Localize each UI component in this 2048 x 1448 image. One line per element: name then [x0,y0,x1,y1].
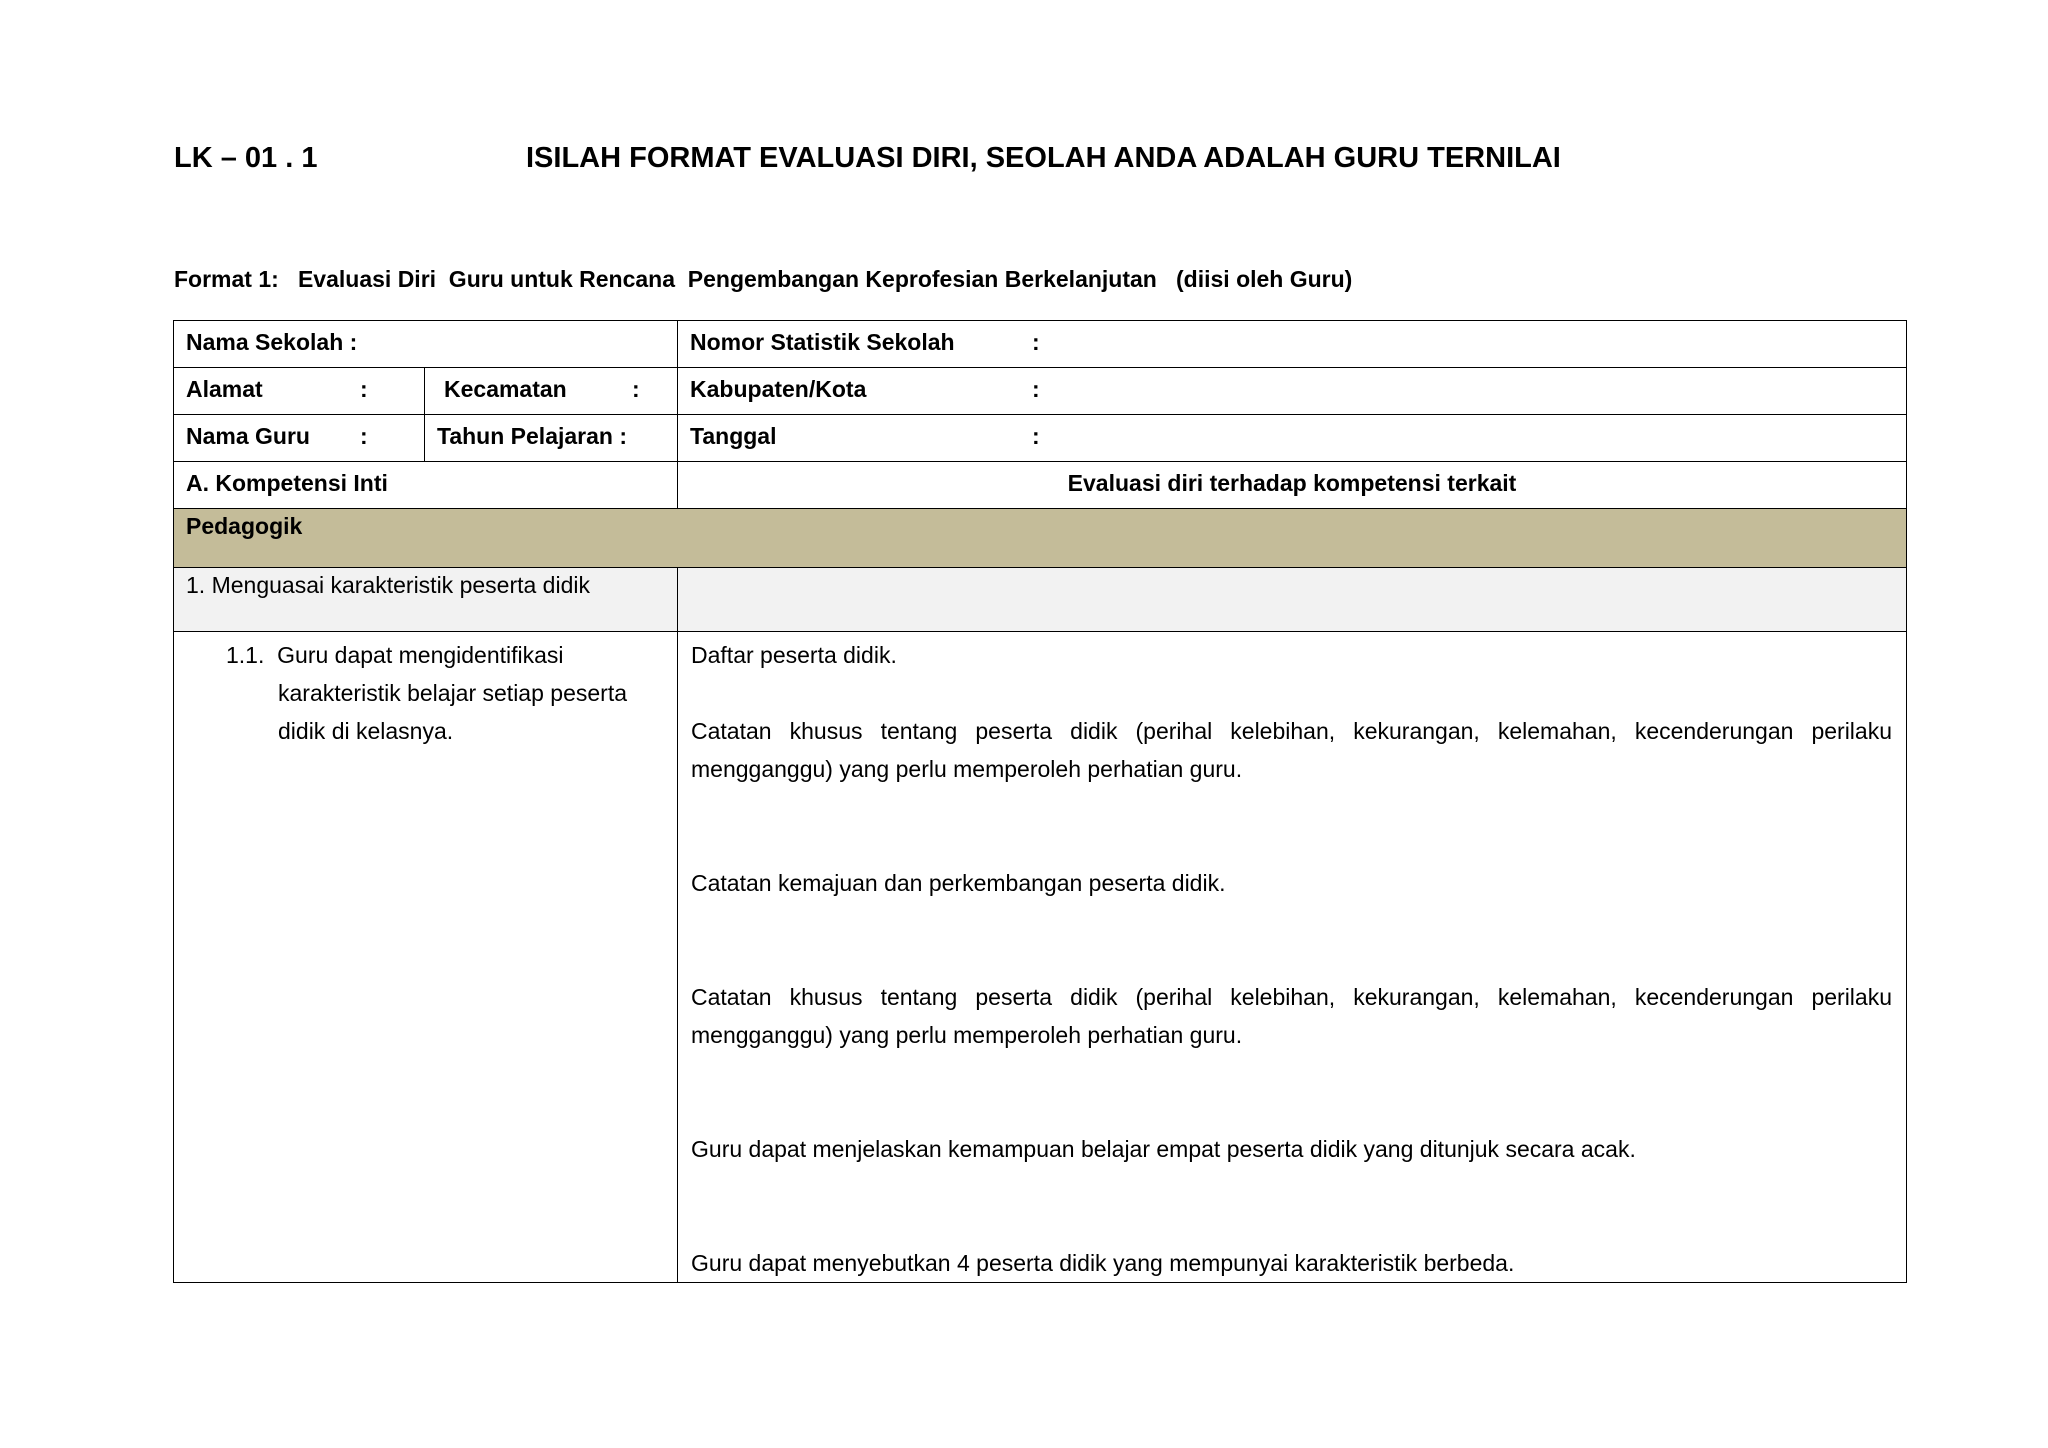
tanggal-label: Tanggal [690,423,777,449]
evaluation-item: Daftar peserta didik. [691,642,897,668]
kabupaten-label: Kabupaten/Kota [690,376,867,402]
pedagogik-cell [174,509,1907,568]
tahun-pelajaran-label: Tahun Pelajaran : [437,423,628,449]
indicator-line-2: karakteristik belajar setiap peserta [278,680,627,706]
evaluasi-header-label: Evaluasi diri terhadap kompetensi terkait [1067,470,1517,496]
indicator-text-1: Guru dapat mengidentifikasi [277,642,564,668]
document-code: LK – 01 . 1 [174,142,318,174]
identity-row-1 [174,321,1907,368]
indicator-line-1 [226,636,665,674]
evaluation-table [173,320,1907,1283]
nama-sekolah-label: Nama Sekolah : [186,329,358,355]
section-header-row [174,462,1907,509]
kabupaten-cell[interactable] [678,368,1907,415]
identity-row-3 [174,415,1907,462]
tanggal-colon: : [1032,423,1040,449]
evaluation-list-cell[interactable] [678,632,1907,1283]
kompetensi-inti-header [174,462,678,509]
indicator-number: 1.1. [226,642,265,668]
evaluation-item: Catatan kemajuan dan perkembangan peserta didik. [691,870,1226,896]
kabupaten-colon: : [1032,376,1040,402]
indicator-line-3: didik di kelasnya. [278,718,454,744]
kompetensi-1-label: 1. Menguasai karakteristik peserta didik [186,572,590,598]
format-description: Format 1: Evaluasi Diri Guru untuk Rencana Pengembangan Keprofesian Berkelanjutan (diisi oleh Guru) [174,266,1353,292]
kompetensi-1-eval-cell[interactable] [678,568,1907,632]
nama-guru-label: Nama Guru [186,423,310,449]
alamat-label: Alamat [186,376,263,402]
document-title: ISILAH FORMAT EVALUASI DIRI, SEOLAH ANDA ADALAH GURU TERNILAI [526,142,1561,174]
alamat-cell[interactable] [174,368,425,415]
indicator-row [174,632,1907,1283]
pedagogik-label: Pedagogik [186,513,303,539]
evaluation-item: Catatan khusus tentang peserta didik (perihal kelebihan, kekurangan, kelemahan, kecenderungan perilaku mengganggu) yang perlu memperoleh perhatian guru. [691,984,1893,1048]
kecamatan-cell[interactable] [425,368,678,415]
pedagogik-row [174,509,1907,568]
alamat-colon: : [360,376,368,402]
kompetensi-1-row [174,568,1907,632]
kompetensi-1-cell [174,568,678,632]
nomor-statistik-label: Nomor Statistik Sekolah [690,329,955,355]
tanggal-cell[interactable] [678,415,1907,462]
evaluation-item: Catatan khusus tentang peserta didik (perihal kelebihan, kekurangan, kelemahan, kecenderungan perilaku mengganggu) yang perlu memperoleh perhatian guru. [691,718,1893,782]
evaluasi-header [678,462,1907,509]
kecamatan-label: Kecamatan [444,376,567,402]
indicator-cell [174,632,678,1283]
evaluation-item: Guru dapat menyebutkan 4 peserta didik yang mempunyai karakteristik berbeda. [691,1250,1515,1276]
nomor-statistik-colon: : [1032,329,1040,355]
evaluation-item: Guru dapat menjelaskan kemampuan belajar empat peserta didik yang ditunjuk secara acak. [691,1136,1636,1162]
kecamatan-colon: : [632,376,640,402]
page-header [174,142,1874,182]
tahun-pelajaran-cell[interactable] [425,415,678,462]
identity-row-2 [174,368,1907,415]
nomor-statistik-cell[interactable] [678,321,1907,368]
nama-guru-cell[interactable] [174,415,425,462]
nama-guru-colon: : [360,423,368,449]
kompetensi-inti-label: A. Kompetensi Inti [186,470,388,496]
nama-sekolah-cell[interactable] [174,321,678,368]
